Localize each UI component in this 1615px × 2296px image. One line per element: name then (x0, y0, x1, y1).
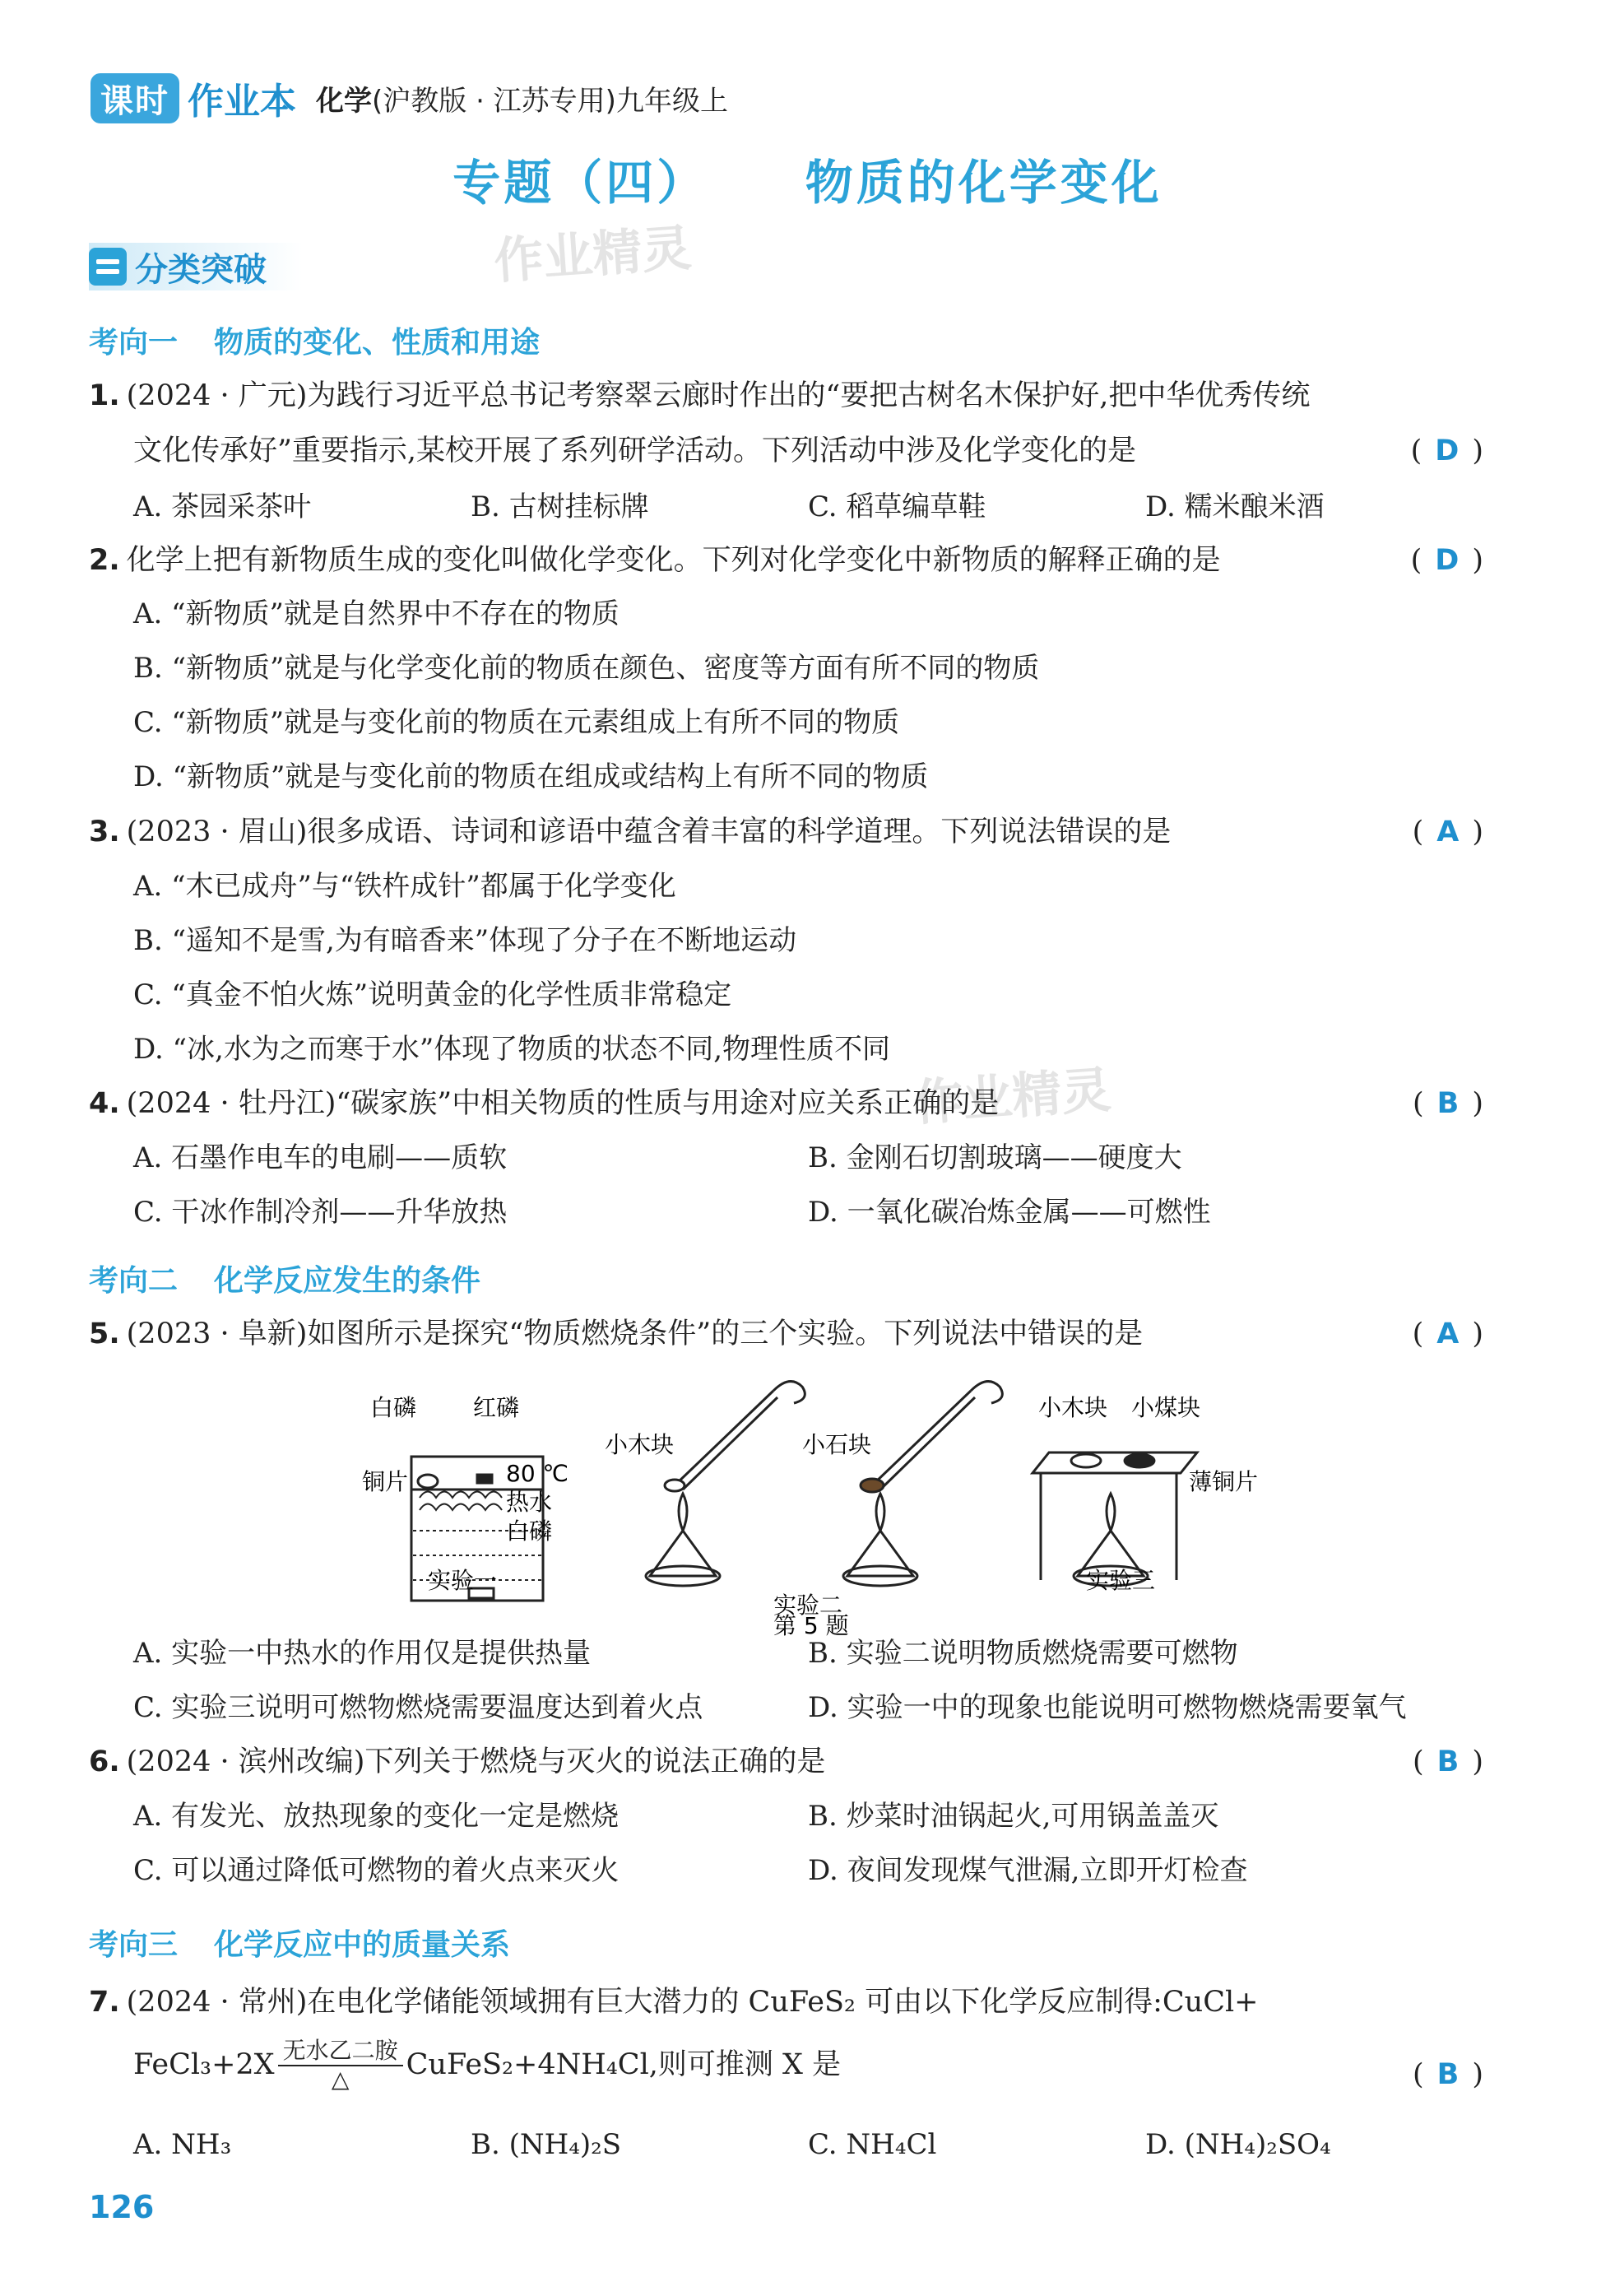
watermark: 作业精灵 (912, 1061, 1113, 1133)
title-part-2: 物质的化学变化 (805, 155, 1163, 211)
question-5: 5. (2023 · 阜新)如图所示是探究“物质燃烧条件”的三个实验。下列说法中错误的是 (89, 1318, 1144, 1350)
label-coal: 小煤块 (1131, 1394, 1201, 1421)
page-number: 126 (89, 2189, 155, 2225)
question-1: 1. (2024 · 广元)为践行习近平总书记考察翠云廊时作出的“要把古树名木保护好,把中华优秀传统 (89, 379, 1311, 412)
option: A. 茶园采茶叶 (133, 490, 312, 523)
option: D. 实验一中的现象也能说明可燃物燃烧需要氧气 (808, 1691, 1407, 1724)
topic-heading-3: 考向三 化学反应中的质量关系 (89, 1928, 511, 1962)
topic-heading-2: 考向二 化学反应发生的条件 (89, 1264, 481, 1298)
topic-heading-1: 考向一 物质的变化、性质和用途 (89, 326, 541, 360)
option: C. 干冰作制冷剂——升华放热 (133, 1196, 508, 1229)
option: B. “新物质”就是与化学变化前的物质在颜色、密度等方面有所不同的物质 (133, 652, 1040, 685)
experiment-3-apparatus (1033, 1452, 1197, 1586)
reaction-condition (278, 2037, 403, 2093)
caption-exp2: 实验二 (773, 1592, 843, 1619)
question-7-equation (133, 2037, 1491, 2093)
header-brand (90, 72, 728, 123)
option: B. 炒菜时油锅起火,可用锅盖盖灭 (808, 1800, 1219, 1833)
question-7: 7. (2024 · 常州)在电化学储能领域拥有巨大潜力的 CuFeS₂ 可由以下化学反应制得:CuCl+ (89, 1986, 1259, 2019)
option: B. 金刚石切割玻璃——硬度大 (808, 1141, 1182, 1174)
option: D. 糯米酿米酒 (1145, 490, 1325, 523)
book-subject: 化学(沪教版 · 江苏专用)九年级上 (316, 84, 728, 118)
section-header (89, 243, 303, 290)
brand-name: 作业本 (188, 81, 296, 123)
condition-solvent: 无水乙二胺 (278, 2037, 403, 2066)
question-3: 3. (2023 · 眉山)很多成语、诗词和谚语中蕴含着丰富的科学道理。下列说法错误的是 (89, 816, 1172, 848)
label-small-wood: 小木块 (605, 1431, 675, 1458)
watermark: 作业精灵 (492, 219, 694, 291)
option: C. 可以通过降低可燃物的着火点来灭火 (133, 1854, 620, 1887)
option: D. 一氧化碳冶炼金属——可燃性 (808, 1196, 1211, 1229)
option: B. 古树挂标牌 (471, 490, 649, 523)
option: D. (NH₄)₂SO₄ (1145, 2128, 1331, 2161)
condition-heat: △ (331, 2066, 350, 2093)
option: A. 石墨作电车的电刷——质软 (133, 1141, 508, 1174)
label-small-stone: 小石块 (802, 1431, 872, 1458)
option: C. “新物质”就是与变化前的物质在元素组成上有所不同的物质 (133, 706, 900, 739)
question-4: 4. (2024 · 牡丹江)“碳家族”中相关物质的性质与用途对应关系正确的是 (89, 1087, 1000, 1120)
option: B. “遥知不是雪,为有暗香来”体现了分子在不断地运动 (133, 924, 797, 957)
label-red-phosphorus: 红磷 (473, 1394, 520, 1421)
answer-1: ( D ) (1410, 435, 1483, 467)
page-title (0, 144, 1615, 213)
option: A. 实验一中热水的作用仅是提供热量 (133, 1637, 592, 1670)
label-white-phosphorus: 白磷 (370, 1394, 417, 1421)
label-white-phosphorus-2: 白磷 (506, 1517, 553, 1545)
question-6: 6. (2024 · 滨州改编)下列关于燃烧与灭火的说法正确的是 (89, 1745, 826, 1778)
option: A. NH₃ (133, 2128, 232, 2161)
question-2: 2. 化学上把有新物质生成的变化叫做化学变化。下列对化学变化中新物质的解释正确的是 (89, 544, 1221, 577)
option: C. 实验三说明可燃物燃烧需要温度达到着火点 (133, 1691, 703, 1724)
option: A. 有发光、放热现象的变化一定是燃烧 (133, 1800, 620, 1833)
label-thin-copper: 薄铜片 (1189, 1468, 1259, 1495)
answer-5: ( A ) (1412, 1318, 1483, 1350)
option: B. 实验二说明物质燃烧需要可燃物 (808, 1637, 1238, 1670)
experiment-2b-apparatus (843, 1382, 1002, 1586)
title-part-1: 专题（四） (452, 155, 708, 211)
option: C. “真金不怕火炼”说明黄金的化学性质非常稳定 (133, 978, 732, 1011)
answer-6: ( B ) (1413, 1745, 1483, 1778)
option: A. “新物质”就是自然界中不存在的物质 (133, 597, 620, 630)
label-copper-sheet: 铜片 (362, 1468, 409, 1495)
figure-q5 (346, 1366, 1333, 1646)
label-temperature: 80 ℃ (506, 1460, 568, 1487)
answer-3: ( A ) (1412, 816, 1483, 848)
caption-exp1: 实验一 (428, 1567, 498, 1594)
option: B. (NH₄)₂S (471, 2128, 622, 2161)
label-hot-water: 热水 (506, 1489, 553, 1516)
label-wood: 小木块 (1038, 1394, 1108, 1421)
option: D. “新物质”就是与变化前的物质在组成或结构上有所不同的物质 (133, 760, 929, 793)
option: D. 夜间发现煤气泄漏,立即开灯检查 (808, 1854, 1248, 1887)
section-label: 分类突破 (135, 250, 267, 289)
question-1-line2: 文化传承好”重要指示,某校开展了系列研学活动。下列活动中涉及化学变化的是 (133, 435, 1137, 467)
caption-exp3: 实验三 (1086, 1567, 1156, 1594)
option: D. “冰,水为之而寒于水”体现了物质的状态不同,物理性质不同 (133, 1033, 891, 1066)
option: C. NH₄Cl (808, 2128, 937, 2161)
equation-reactants: FeCl₃+2X (133, 2048, 275, 2081)
figure-caption: 第 5 题 (773, 1612, 849, 1639)
answer-7: ( B ) (1413, 2058, 1483, 2091)
option: A. “木已成舟”与“铁杵成针”都属于化学变化 (133, 870, 676, 903)
option: C. 稻草编草鞋 (808, 490, 986, 523)
answer-4: ( B ) (1413, 1087, 1483, 1120)
experiment-2a-apparatus (646, 1382, 805, 1586)
brand-logo: 课时 (90, 73, 179, 123)
stack-icon (89, 248, 127, 286)
equation-products: CuFeS₂+4NH₄Cl,则可推测 X 是 (406, 2048, 842, 2081)
answer-2: ( D ) (1410, 544, 1483, 577)
